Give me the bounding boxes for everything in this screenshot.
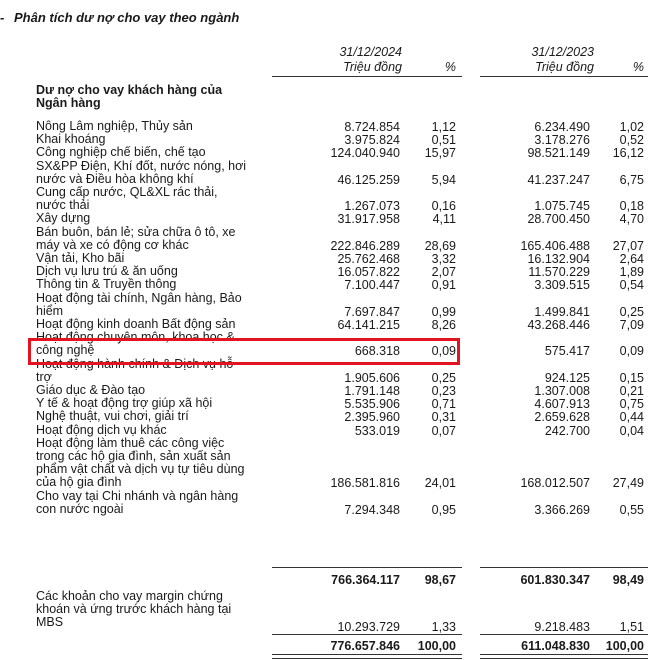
row-label: Dịch vụ lưu trú & ăn uống (36, 264, 178, 279)
header-rule-2024 (272, 76, 462, 77)
title-text: Phân tích dư nợ cho vay theo ngành (14, 10, 240, 25)
row-pct-2023: 1,02 (619, 120, 644, 134)
highlight-box (28, 338, 460, 365)
row-pct-2023: 0,21 (619, 384, 644, 398)
row-pct-2024: 0,51 (431, 133, 456, 148)
row-value-2023: 6.234.490 (534, 120, 590, 134)
col-date-2024: 31/12/2024 (339, 45, 402, 59)
total-pct-2023: 100,00 (605, 639, 644, 653)
col-date-2023: 31/12/2023 (531, 45, 594, 59)
row-value-2023: 2.659.628 (534, 410, 590, 425)
row-label: Hoạt động hành chính & Dịch vụ hỗ trợ (36, 356, 234, 384)
row-pct-2023: 0,15 (619, 370, 644, 385)
row-value-2024: 2.395.960 (344, 410, 400, 425)
row-value-2023: 575.417 (544, 344, 590, 359)
row-label: Hoạt động tài chính, Ngân hàng, Bảo hiểm (36, 290, 242, 318)
row-value-2023: 43.268.446 (527, 318, 590, 332)
row-pct-2023: 0,04 (619, 423, 644, 438)
row-pct-2024: 2,07 (431, 265, 456, 280)
row-value-2024: 1.791.148 (344, 384, 400, 398)
row-pct-2024: 5,94 (431, 172, 456, 187)
row-label: SX&PP Điện, Khí đốt, nước nóng, hơi nước và Điều hòa không khí (36, 158, 247, 186)
row-pct-2023: 16,12 (612, 146, 644, 161)
row-value-2024: 7.697.847 (344, 304, 400, 319)
row-pct-2023: 27,49 (612, 476, 644, 491)
row-pct-2024: 0,31 (431, 410, 456, 425)
col-unit-2024: Triệu đồng (343, 60, 402, 74)
row-value-2024: 124.040.940 (330, 146, 400, 161)
row-pct-2024: 3,32 (431, 252, 456, 266)
row-value-2023: 3.309.515 (534, 278, 590, 293)
row-value-2023: 41.237.247 (527, 172, 590, 187)
row-pct-2023: 0,44 (619, 410, 644, 425)
total-double-rule-2024 (272, 654, 462, 659)
row-pct-2023: 0,52 (619, 133, 644, 148)
row-value-2024: 1.267.073 (344, 199, 400, 214)
row-pct-2024: 0,71 (431, 397, 456, 412)
row-label: Thông tin & Truyền thông (36, 277, 177, 292)
row-pct-2023: 0,55 (619, 502, 644, 517)
row-value-2023: 3.178.276 (534, 133, 590, 148)
row-value-2024: 186.581.816 (330, 476, 400, 491)
total-value-2024: 776.657.846 (330, 639, 400, 653)
row-label: Bán buôn, bán lẻ; sửa chữa ô tô, xe máy và xe có động cơ khác (36, 224, 236, 252)
total-double-rule-2023 (480, 654, 648, 659)
row-pct-2024: 0,99 (431, 304, 456, 319)
row-label: Cho vay tại Chi nhánh và ngân hàng con nước ngoài (36, 488, 239, 516)
row-value-2024: 3.975.824 (344, 133, 400, 148)
row-pct-2023: 0,75 (619, 397, 644, 412)
row-pct-2024: 0,95 (431, 502, 456, 517)
row-label: Y tế & hoạt động trợ giúp xã hội (36, 396, 213, 411)
subtotal-value-2024: 766.364.117 (331, 573, 400, 587)
row-pct-2023: 7,09 (619, 318, 644, 332)
row-value-2023: 242.700 (544, 423, 590, 438)
header-rule-2023 (480, 76, 648, 77)
row-pct-2023: 27,07 (612, 238, 644, 253)
row-value-2024: 668.318 (354, 344, 400, 359)
row-value-2023: 924.125 (544, 370, 590, 385)
row-pct-2023: 0,18 (619, 199, 644, 214)
col-pct-2024: % (444, 60, 456, 74)
subtotal-pct-2023: 98,49 (612, 573, 644, 587)
row-label: Hoạt động kinh doanh Bất động sản (36, 317, 236, 331)
row-pct-2023: 0,09 (619, 344, 644, 359)
margin-pct-2023: 1,51 (619, 620, 644, 634)
title-dash: - (0, 10, 5, 25)
col-unit-2023: Triệu đồng (535, 60, 594, 74)
row-label: Cung cấp nước, QL&XL rác thải, nước thải (36, 185, 218, 213)
row-label: Hoạt động làm thuê các công việc trong các hộ gia đình, sản xuất sản phẩm vật chất và dịch vụ tự tiêu dùng của hộ gia đình (36, 435, 245, 490)
row-value-2023: 168.012.507 (520, 476, 590, 491)
row-pct-2023: 1,89 (619, 265, 644, 280)
col-pct-2023: % (632, 60, 644, 74)
row-pct-2024: 15,97 (424, 146, 456, 161)
page-title (0, 10, 239, 25)
row-label: Khai khoáng (36, 132, 106, 147)
row-value-2024: 46.125.259 (337, 172, 400, 187)
row-value-2023: 1.307.008 (534, 384, 590, 398)
row-value-2024: 7.294.348 (344, 502, 400, 517)
row-value-2024: 16.057.822 (337, 265, 400, 280)
total-value-2023: 611.048.830 (521, 639, 590, 653)
row-value-2023: 4.607.913 (534, 397, 590, 412)
row-label: Vận tải, Kho bãi (36, 251, 125, 265)
row-label: Công nghiệp chế biến, chế tạo (36, 145, 206, 160)
row-value-2024: 5.535.906 (344, 397, 400, 412)
row-pct-2024: 8,26 (431, 318, 456, 332)
row-pct-2024: 24,01 (424, 476, 456, 491)
subtotal-rule-2024 (272, 567, 462, 568)
row-pct-2023: 6,75 (619, 172, 644, 187)
margin-value-2024: 10.293.729 (337, 620, 400, 634)
row-label: Nghệ thuật, vui chơi, giải trí (36, 409, 189, 424)
row-value-2024: 222.846.289 (330, 238, 400, 253)
total-rule-2023 (480, 634, 648, 635)
row-label: Nông Lâm nghiệp, Thủy sản (36, 119, 193, 133)
margin-label: Các khoản cho vay margin chứng khoán và ứng trước khách hàng tại MBS (36, 589, 232, 630)
row-label: Hoạt động dịch vụ khác (36, 422, 167, 437)
row-value-2024: 533.019 (354, 423, 400, 438)
row-pct-2024: 0,25 (431, 370, 456, 385)
row-pct-2024: 0,16 (431, 199, 456, 214)
row-pct-2023: 2,64 (619, 252, 644, 266)
row-value-2024: 8.724.854 (344, 120, 400, 134)
row-pct-2024: 0,07 (431, 423, 456, 438)
row-pct-2024: 28,69 (424, 238, 456, 253)
row-value-2024: 31.917.958 (337, 212, 400, 227)
total-pct-2024: 100,00 (417, 639, 456, 653)
row-value-2024: 1.905.606 (344, 370, 400, 385)
row-pct-2023: 0,54 (619, 278, 644, 293)
row-pct-2024: 0,23 (431, 384, 456, 398)
row-value-2023: 1.499.841 (534, 304, 590, 319)
margin-pct-2024: 1,33 (431, 620, 456, 634)
section-title: Dư nợ cho vay khách hàng của Ngân hàng (36, 83, 223, 111)
row-value-2023: 16.132.904 (527, 252, 590, 266)
row-value-2024: 7.100.447 (344, 278, 400, 293)
row-pct-2024: 4,11 (432, 212, 456, 227)
row-pct-2024: 0,91 (431, 278, 456, 293)
subtotal-rule-2023 (480, 567, 648, 568)
margin-value-2023: 9.218.483 (534, 620, 590, 634)
row-value-2023: 28.700.450 (527, 212, 590, 227)
row-value-2023: 98.521.149 (527, 146, 590, 161)
row-label: Giáo dục & Đào tạo (36, 383, 146, 397)
row-pct-2023: 0,25 (619, 304, 644, 319)
row-label: Xây dựng (36, 211, 91, 226)
row-value-2024: 25.762.468 (337, 252, 400, 266)
row-pct-2023: 4,70 (619, 212, 644, 227)
row-value-2023: 1.075.745 (534, 199, 590, 214)
subtotal-pct-2024: 98,67 (424, 573, 456, 587)
row-value-2023: 165.406.488 (520, 238, 590, 253)
row-value-2023: 3.366.269 (534, 502, 590, 517)
subtotal-value-2023: 601.830.347 (520, 573, 590, 587)
row-value-2024: 64.141.215 (337, 318, 400, 332)
row-value-2023: 11.570.229 (528, 265, 590, 280)
row-pct-2024: 1,12 (431, 120, 456, 134)
row-pct-2024: 0,09 (431, 344, 456, 359)
row-label: Hoạt động chuyên môn, khoa học & công nghệ (36, 330, 235, 358)
total-rule-2024 (272, 634, 462, 635)
